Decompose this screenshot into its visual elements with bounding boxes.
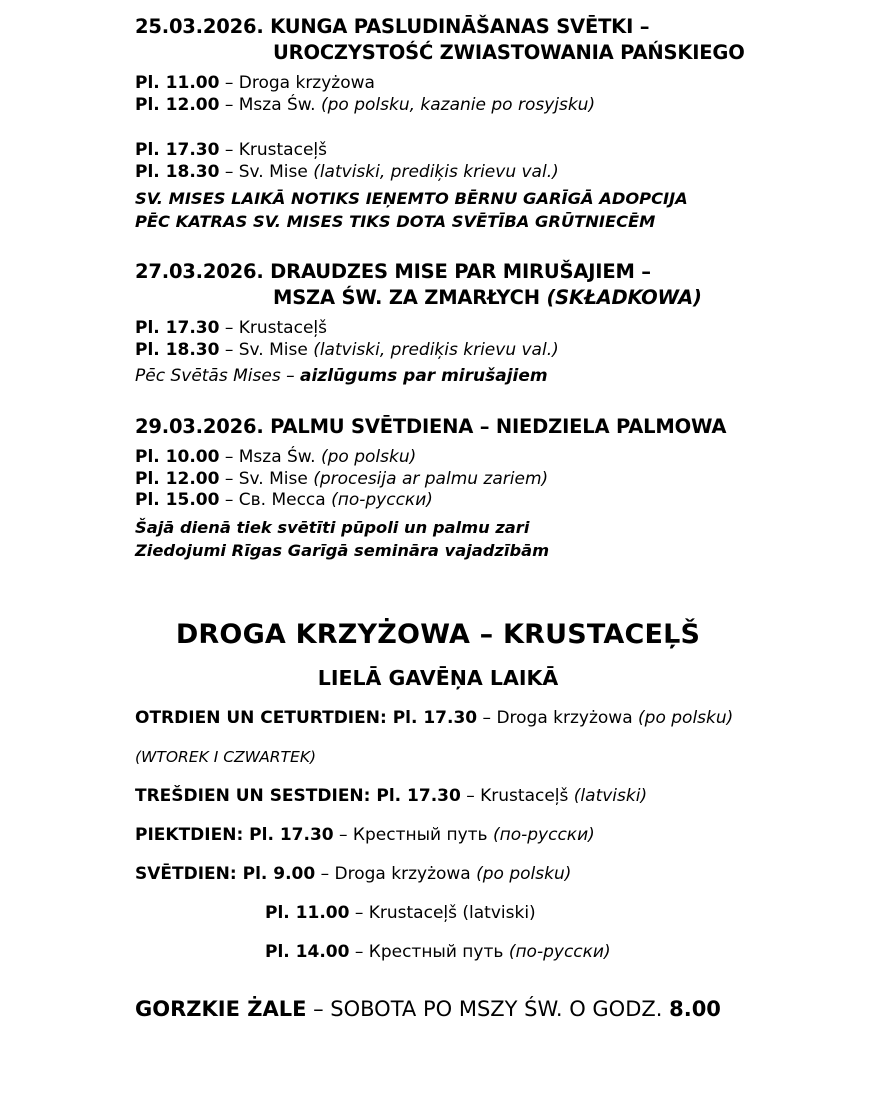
weekly-label: PIEKTDIEN: Pl. 17.30 xyxy=(135,824,334,845)
weekly-desc: Krustaceļš xyxy=(480,785,574,806)
time-row xyxy=(135,162,769,184)
weekly-paren: (по-русски) xyxy=(508,941,611,962)
weekly-label: SVĒTDIEN: Pl. 9.00 xyxy=(135,863,316,884)
weekly-dash: – xyxy=(315,863,335,884)
weekly-dash: – xyxy=(460,785,481,806)
weekly-row-subnote xyxy=(135,747,769,768)
time-paren: (latviski, prediķis krievu val.) xyxy=(313,339,559,360)
time-row xyxy=(135,447,769,469)
weekly-label: TREŠDIEN UN SESTDIEN: Pl. 17.30 xyxy=(135,785,461,806)
weekly-desc: Крестный путь xyxy=(368,941,509,962)
event-2-title-line1: DRAUDZES MISE PAR MIRUŠAJIEM – xyxy=(270,260,651,283)
weekly-row xyxy=(135,708,769,729)
event-2-title-line2-text: MSZA ŚW. ZA ZMARŁYCH xyxy=(273,286,547,309)
time-paren: (po polsku) xyxy=(320,447,417,467)
event-1-heading xyxy=(135,14,769,66)
time-dash: – xyxy=(219,94,239,115)
event-block-3 xyxy=(135,414,769,562)
note-line: Ziedojumi Rīgas Garīgā semināra vajadzībām xyxy=(135,540,550,560)
spacer xyxy=(135,981,769,995)
note-line: Šajā dienā tiek svētīti pūpoli un palmu zari xyxy=(135,517,530,537)
event-block-1 xyxy=(135,14,769,233)
time-dash: – xyxy=(219,73,239,93)
event-3-times-group-1 xyxy=(135,447,769,512)
spacer xyxy=(135,233,769,259)
event-2-notes xyxy=(135,365,769,388)
note-plain: Pēc Svētās Mises – xyxy=(135,366,300,386)
time-label: Pl. 18.30 xyxy=(135,339,220,360)
weekly-label: OTRDIEN UN CETURTDIEN: Pl. 17.30 xyxy=(135,707,478,728)
time-dash: – xyxy=(219,140,239,160)
time-paren: (procesija ar palmu zariem) xyxy=(313,468,549,489)
weekly-dash: – xyxy=(349,941,369,962)
event-2-heading xyxy=(135,259,769,311)
event-3-notes xyxy=(135,516,769,562)
weekly-label: Pl. 11.00 xyxy=(265,902,350,923)
spacer xyxy=(135,562,769,618)
weekly-row xyxy=(135,903,769,924)
time-desc: Sv. Mise xyxy=(238,339,314,360)
time-label: Pl. 17.30 xyxy=(135,318,220,338)
weekly-dash: – xyxy=(349,902,369,923)
event-2-title-line2 xyxy=(135,285,769,311)
time-dash: – xyxy=(219,161,239,182)
time-label: Pl. 12.00 xyxy=(135,468,220,489)
time-row xyxy=(135,469,769,491)
spacer xyxy=(135,116,769,140)
time-desc: Msza Św. xyxy=(238,94,321,115)
final-middle: – SOBOTA PO MSZY ŚW. O GODZ. xyxy=(306,996,670,1021)
time-label: Pl. 15.00 xyxy=(135,490,220,510)
note-line: SV. MISES LAIKĀ NOTIKS IEŅEMTO BĒRNU GARĪGĀ ADOPCIJA xyxy=(135,189,688,208)
weekly-dash: – xyxy=(477,707,497,728)
weekly-row xyxy=(135,825,769,846)
weekly-paren: (latviski) xyxy=(573,785,648,806)
event-1-title-line1: KUNGA PASLUDINĀŠANAS SVĒTKI – xyxy=(270,15,650,38)
time-row xyxy=(135,318,769,340)
time-desc: Sv. Mise xyxy=(238,468,314,489)
time-label: Pl. 11.00 xyxy=(135,73,220,93)
time-label: Pl. 17.30 xyxy=(135,140,220,160)
weekly-schedule-list xyxy=(135,708,769,963)
weekly-row xyxy=(135,864,769,885)
event-3-heading xyxy=(135,414,769,440)
time-dash: – xyxy=(219,447,239,467)
weekly-desc: Крестный путь xyxy=(352,824,493,845)
time-desc: Droga krzyżowa xyxy=(238,73,375,93)
weekly-desc: Krustaceļš (latviski) xyxy=(368,902,536,923)
section-subtitle: LIELĀ GAVĒŅA LAIKĀ xyxy=(317,665,559,690)
event-1-times-group-2 xyxy=(135,140,769,183)
event-1-date: 25.03.2026. xyxy=(135,15,264,38)
time-desc: Msza Św. xyxy=(238,447,321,467)
time-desc: Sv. Mise xyxy=(238,161,314,182)
time-label: Pl. 18.30 xyxy=(135,161,220,182)
time-dash: – xyxy=(219,490,239,510)
final-bold-lead: GORZKIE ŻALE xyxy=(135,996,307,1021)
event-1-title-line2: UROCZYSTOŚĆ ZWIASTOWANIA PAŃSKIEGO xyxy=(273,41,745,64)
time-row xyxy=(135,140,769,162)
time-dash: – xyxy=(219,468,239,489)
time-desc: Krustaceļš xyxy=(238,318,327,338)
event-3-date: 29.03.2026. xyxy=(135,415,264,438)
time-desc: Krustaceļš xyxy=(238,140,327,160)
weekly-row xyxy=(135,942,769,963)
time-row xyxy=(135,95,769,117)
weekly-desc: Droga krzyżowa xyxy=(334,863,477,884)
time-row xyxy=(135,490,769,512)
event-block-2 xyxy=(135,259,769,388)
note-line: PĒC KATRAS SV. MISES TIKS DOTA SVĒTĪBA GRŪTNIECĒM xyxy=(135,212,656,231)
time-label: Pl. 10.00 xyxy=(135,447,220,467)
event-2-title-paren: (SKŁADKOWA) xyxy=(546,286,702,309)
event-2-times-group-1 xyxy=(135,318,769,361)
time-paren: (latviski, prediķis krievu val.) xyxy=(313,161,559,182)
weekly-paren: (по-русски) xyxy=(492,824,595,845)
time-desc: Св. Месса xyxy=(238,490,332,510)
time-paren: (по-русски) xyxy=(331,490,433,510)
note-line xyxy=(135,365,769,388)
final-bold-time: 8.00 xyxy=(669,996,721,1021)
weekly-paren: (po polsku) xyxy=(638,707,734,728)
event-2-date: 27.03.2026. xyxy=(135,260,264,283)
section-title: DROGA KRZYŻOWA – KRUSTACEĻŠ xyxy=(175,618,701,650)
event-1-times-group-1 xyxy=(135,73,769,116)
weekly-row xyxy=(135,786,769,807)
spacer xyxy=(135,388,769,414)
time-dash: – xyxy=(219,318,239,338)
weekly-paren: (po polsku) xyxy=(476,863,572,884)
weekly-desc: Droga krzyżowa xyxy=(496,707,639,728)
time-label: Pl. 12.00 xyxy=(135,94,220,115)
weekly-label: (WTOREK I CZWARTEK) xyxy=(135,747,317,766)
event-3-title-line1: PALMU SVĒTDIENA – NIEDZIELA PALMOWA xyxy=(270,415,727,438)
event-1-notes xyxy=(135,187,769,233)
note-strong: aizlūgums par mirušajiem xyxy=(300,366,548,386)
weekly-dash: – xyxy=(333,824,353,845)
time-row xyxy=(135,73,769,95)
weekly-label: Pl. 14.00 xyxy=(265,941,350,962)
time-dash: – xyxy=(219,339,239,360)
time-row xyxy=(135,340,769,362)
time-paren: (po polsku, kazanie po rosyjsku) xyxy=(320,94,596,115)
final-row xyxy=(135,995,769,1023)
